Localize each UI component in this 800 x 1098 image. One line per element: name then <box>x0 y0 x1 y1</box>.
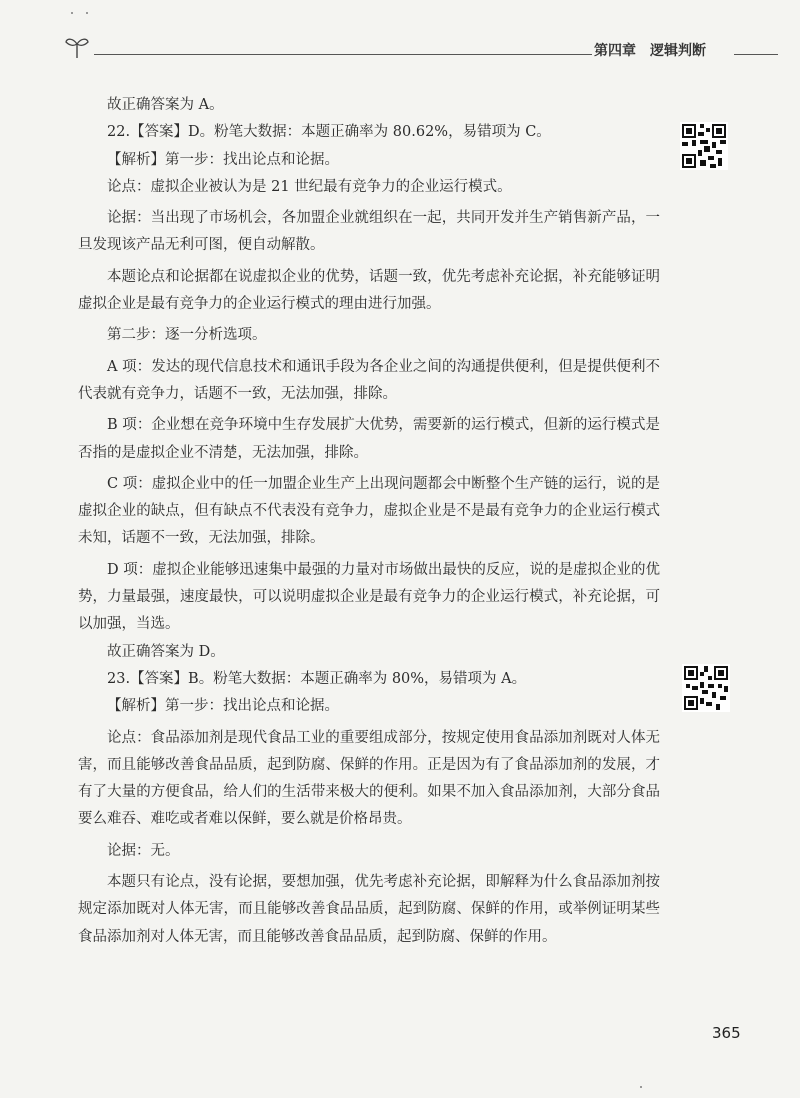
paragraph: 【解析】第一步：找出论点和论据。 <box>107 698 339 715</box>
option-a: A 项：发达的现代信息技术和通讯手段为各企业之间的沟通提供便利，但是提供便利不代表就有竞争力，话题不一致，无法加强，排除。 <box>78 358 660 402</box>
header-rule-right <box>734 54 778 55</box>
paragraph: 本题只有论点，没有论据，要想加强，优先考虑补充论据，即解释为什么食品添加剂按规定添加既对人体无害，而且能够改善食品品质，起到防腐、保鲜的作用，或举例证明某些食品添加剂对人体无害，而且能够改善食品品质，起到防腐、保鲜的作用。 <box>78 874 660 945</box>
qr-code-22[interactable] <box>680 122 728 170</box>
paragraph: 第二步：逐一分析选项。 <box>107 327 267 344</box>
scan-speck <box>71 12 73 14</box>
scan-speck <box>86 12 88 14</box>
paragraph: 本题论点和论据都在说虚拟企业的优势，话题一致，优先考虑补充论据，补充能够证明虚拟企业是最有竞争力的企业运行模式的理由进行加强。 <box>78 268 660 313</box>
page-body <box>78 92 660 951</box>
chapter-title <box>594 40 720 60</box>
header-rule <box>94 54 592 55</box>
chapter-number: 第四章 <box>594 43 636 59</box>
qr-code-23[interactable] <box>682 664 730 712</box>
page-number: 365 <box>712 1024 741 1042</box>
paragraph: 论据：无。 <box>107 842 180 859</box>
paragraph: 论据：当出现了市场机会，各加盟企业就组织在一起，共同开发并生产销售新产品，一旦发现该产品无利可图，便自动解散。 <box>78 210 660 254</box>
answer-23: 23.【答案】B。粉笔大数据：本题正确率为 80%，易错项为 A。 <box>107 670 527 687</box>
paragraph: 故正确答案为 D。 <box>107 643 225 660</box>
option-c: C 项：虚拟企业中的任一加盟企业生产上出现问题都会中断整个生产链的运行，说的是虚拟企业的缺点，但有缺点不代表没有竞争力，虚拟企业是不是最有竞争力的企业运行模式未知，话题不一致，无法加强，排除。 <box>78 475 660 547</box>
option-d: D 项：虚拟企业能够迅速集中最强的力量对市场做出最快的反应，说的是虚拟企业的优势，力量最强，速度最快，可以说明虚拟企业是最有竞争力的企业运行模式，补充论据，可以加强，当选。 <box>78 561 660 633</box>
answer-22: 22.【答案】D。粉笔大数据：本题正确率为 80.62%，易错项为 C。 <box>107 124 551 141</box>
paragraph: 故正确答案为 A。 <box>107 97 224 113</box>
page-header <box>62 30 778 64</box>
section-name: 逻辑判断 <box>650 43 706 59</box>
paragraph: 【解析】第一步：找出论点和论据。 <box>107 151 339 168</box>
scan-speck <box>640 1086 642 1088</box>
qr-code-icon <box>682 664 730 712</box>
qr-code-icon <box>680 122 728 170</box>
option-b: B 项：企业想在竞争环境中生存发展扩大优势，需要新的运行模式，但新的运行模式是否指的是虚拟企业不清楚，无法加强，排除。 <box>78 417 660 461</box>
leaf-icon <box>64 34 90 60</box>
paragraph: 论点：虚拟企业被认为是 21 世纪最有竞争力的企业运行模式。 <box>107 178 512 195</box>
paragraph: 论点：食品添加剂是现代食品工业的重要组成部分，按规定使用食品添加剂既对人体无害，而且能够改善食品品质，起到防腐、保鲜的作用。正是因为有了食品添加剂的发展，才有了大量的方便食品，给人们的生活带来极大的便利。如果不加入食品添加剂，大部分食品要么难吞、难吃或者难以保鲜，要么就是价格昂贵。 <box>78 729 660 828</box>
